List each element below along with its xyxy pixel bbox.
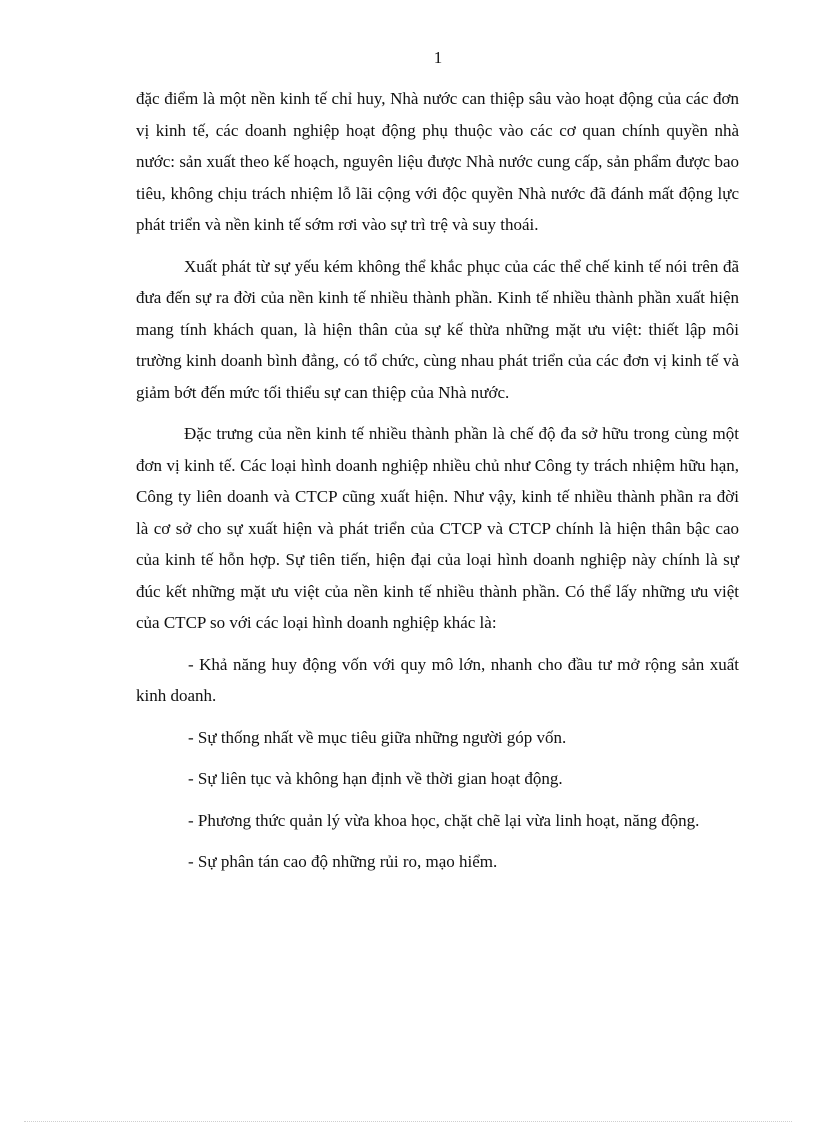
bullet-unified-goals: - Sự thống nhất về mục tiêu giữa những người góp vốn. [188, 727, 567, 747]
paragraph-mixed-economy-features: Đặc trưng của nền kinh tế nhiều thành phần là chế độ đa sở hữu trong cùng một đơn vị kinh tế. Các loại hình doanh nghiệp nhiều chủ như Công ty trách nhiệm hữu hạn, Công ty liên doanh và CTCP cũng xuất hiện. Như vậy, kinh tế nhiều thành phần ra đời là cơ sở cho sự xuất hiện và phát triển của CTCP và CTCP chính là hiện thân bậc cao của kinh tế hỗn hợp. Sự tiên tiến, hiện đại của loại hình doanh nghiệp này chính là sự đúc kết những mặt ưu việt của nền kinh tế nhiều thành phần. Có thể lấy những ưu việt của CTCP so với các loại hình doanh nghiệp khác là: [136, 424, 739, 632]
bullet-risk-distribution: - Sự phân tán cao độ những rủi ro, mạo hiểm. [188, 852, 498, 871]
bullet-continuity: - Sự liên tục và không hạn định về thời gian hoạt động. [188, 769, 563, 788]
page-number: 1 [433, 48, 443, 67]
bullet-management-method: - Phương thức quản lý vừa khoa học, chặt chẽ lại vừa linh hoạt, năng động. [188, 810, 700, 830]
document-body [136, 83, 739, 888]
page-bottom-divider [24, 1121, 792, 1122]
bullet-capital-mobilization: - Khả năng huy động vốn với quy mô lớn, nhanh cho đầu tư mở rộng sản xuất kinh doanh. [136, 654, 739, 705]
paragraph-mixed-economy-origin: Xuất phát từ sự yếu kém không thể khắc phục của các thể chế kinh tế nói trên đã đưa đến sự ra đời của nền kinh tế nhiều thành phần. Kinh tế nhiều thành phần xuất hiện mang tính khách quan, là hiện thân của sự kế thừa những mặt ưu việt: thiết lập môi trường kinh doanh bình đẳng, có tổ chức, cùng nhau phát triển của các đơn vị kinh tế và giảm bớt đến mức tối thiểu sự can thiệp của Nhà nước. [136, 256, 739, 402]
paragraph-continued-intro: đặc điểm là một nền kinh tế chỉ huy, Nhà nước can thiệp sâu vào hoạt động của các đơn vị kinh tế, các doanh nghiệp hoạt động phụ thuộc vào các cơ quan chính quyền nhà nước: sản xuất theo kế hoạch, nguyên liệu được Nhà nước cung cấp, sản phẩm được bao tiêu, không chịu trách nhiệm lỗ lãi cộng với độc quyền Nhà nước đã đánh mất động lực phát triển và nền kinh tế sớm rơi vào sự trì trệ và suy thoái. [136, 89, 739, 234]
